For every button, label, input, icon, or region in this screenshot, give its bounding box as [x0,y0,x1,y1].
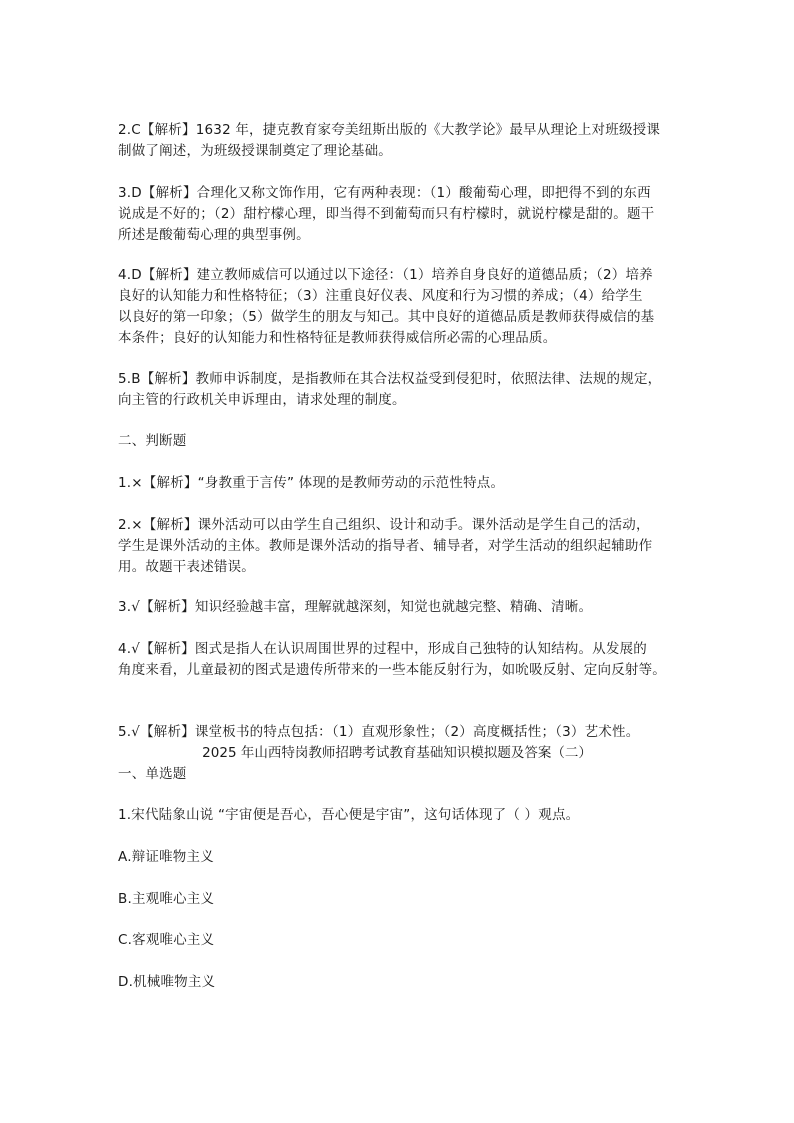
option-d: D.机械唯物主义 [118,974,216,990]
answer-line: 1.×【解析】“身教重于言传” 体现的是教师劳动的示范性特点。 [118,475,505,491]
answer-line: 3.√【解析】知识经验越丰富，理解就越深刻，知觉也就越完整、精确、清晰。 [118,599,593,615]
answer-5 [118,369,678,411]
answer-line: 本条件；良好的认知能力和性格特征是教师获得威信所必需的心理品质。 [118,330,557,346]
answer-line: 用。故题干表述错误。 [118,559,255,575]
answer-line: 角度来看，儿童最初的图式是遗传所带来的一些本能反射行为，如吮吸反射、定向反射等。 [118,662,666,678]
answer-line: 2.×【解析】课外活动可以由学生自己组织、设计和动手。课外活动是学生自己的活动， [118,517,650,533]
answer-line: 5.B【解析】教师申诉制度，是指教师在其合法权益受到侵犯时，依照法律、法规的规定， [118,371,662,387]
judge-answer-5 [118,722,678,743]
question-1: 1.宋代陆象山说 “宇宙便是吾心，吾心便是宇宙”，这句话体现了（ ）观点。 [118,807,580,823]
answer-line: 4.D【解析】建立教师威信可以通过以下途径：（1）培养自身良好的道德品质；（2）培养 [118,267,653,283]
answer-line: 3.D【解析】合理化又称文饰作用，它有两种表现：（1）酸葡萄心理，即把得不到的东西 [118,185,651,201]
section-heading-single: 一、单选题 [118,766,187,782]
answer-line: 制做了阐述，为班级授课制奠定了理论基础。 [118,143,392,159]
section-heading-judge: 二、判断题 [118,433,187,449]
answer-line: 以良好的第一印象；（5）做学生的朋友与知己。其中良好的道德品质是教师获得威信的基 [118,309,655,325]
answer-line: 所述是酸葡萄心理的典型事例。 [118,227,310,243]
answer-2 [118,120,678,162]
answer-4 [118,265,678,349]
answer-line: 向主管的行政机关申诉理由，请求处理的制度。 [118,392,406,408]
judge-answer-3 [118,597,678,618]
judge-answer-4 [118,639,678,681]
answer-line: 2.C【解析】1632 年，捷克教育家夸美纽斯出版的《大教学论》最早从理论上对班级授课 [118,122,661,138]
option-b: B.主观唯心主义 [118,891,215,907]
option-a: A.辩证唯物主义 [118,849,214,865]
document-title: 2025 年山西特岗教师招聘考试教育基础知识模拟题及答案（二） [202,745,592,761]
answer-3 [118,183,678,246]
answer-line: 良好的认知能力和性格特征；（3）注重良好仪表、风度和行为习惯的养成；（4）给学生 [118,288,643,304]
answer-line: 4.√【解析】图式是指人在认识周围世界的过程中，形成自己独特的认知结构。从发展的 [118,641,647,657]
judge-answer-2 [118,515,678,578]
answer-line: 5.√【解析】课堂板书的特点包括：（1）直观形象性；（2）高度概括性；（3）艺术性。 [118,724,640,740]
option-c: C.客观唯心主义 [118,932,215,948]
answer-line: 学生是课外活动的主体。教师是课外活动的指导者、辅导者，对学生活动的组织起辅助作 [118,538,653,554]
judge-answer-1 [118,473,678,494]
answer-line: 说成是不好的；（2）甜柠檬心理，即当得不到葡萄而只有柠檬时，就说柠檬是甜的。题干 [118,206,655,222]
